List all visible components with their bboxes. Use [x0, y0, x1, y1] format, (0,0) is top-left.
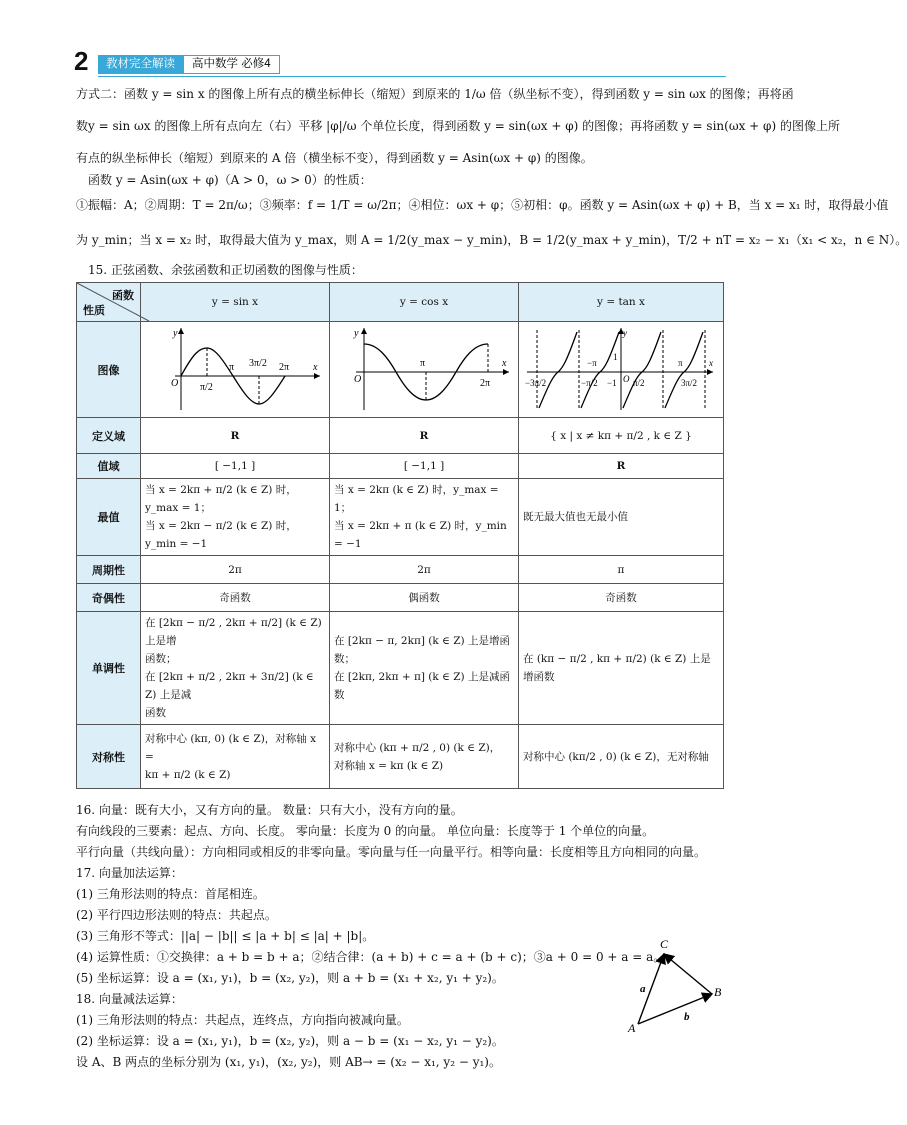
- tan-label-o: O: [623, 374, 630, 384]
- col-tan: y = tan x: [519, 283, 724, 322]
- side-b: b: [684, 1011, 690, 1023]
- graph-sin-cell: [141, 322, 330, 418]
- range-sin: [ −1,1 ]: [141, 454, 330, 479]
- tan-label-neg-pi: −π: [587, 358, 597, 368]
- sin-label-y: y: [173, 328, 178, 339]
- tan-graph: [523, 324, 719, 412]
- mono-sin-line-1: 在 [2kπ − π/2 , 2kπ + π/2] (k ∈ Z) 上是增: [145, 617, 322, 647]
- tan-label-y: y: [623, 328, 627, 338]
- lower-line-4: 17. 向量加法运算：: [76, 866, 183, 880]
- lower-line-9: (5) 坐标运算：设 a = (x₁, y₁)，b = (x₂, y₂)，则 a + b = (x₁ + x₂, y₁ + y₂)。: [76, 971, 504, 985]
- col-sin: y = sin x: [141, 283, 330, 322]
- symmetry-sin-line-1: 对称中心 (kπ, 0) (k ∈ Z)，对称轴 x =: [145, 732, 317, 763]
- row-label-extreme: 最值: [77, 479, 141, 556]
- side-a: a: [640, 983, 646, 995]
- lower-line-7: (3) 三角形不等式：||a| − |b|| ≤ |a + b| ≤ |a| + |b|。: [76, 929, 375, 943]
- cos-label-pi: π: [420, 358, 426, 369]
- graph-cos-cell: [330, 322, 519, 418]
- extreme-tan: 既无最大值也无最小值: [519, 479, 724, 556]
- paragraph-1: 方式二：函数 y = sin x 的图像上所有点的横坐标伸长（缩短）到原来的 1/ω 倍（纵坐标不变），得到函数 y = sin ωx 的图像；再将函: [76, 87, 794, 101]
- domain-tan: { x | x ≠ kπ + π/2 , k ∈ Z }: [519, 418, 724, 454]
- lower-line-6: (2) 平行四边形法则的特点：共起点。: [76, 908, 277, 922]
- cos-label-y: y: [354, 328, 359, 339]
- lower-line-10: 18. 向量减法运算：: [76, 992, 183, 1006]
- paragraph-2: 数y = sin ωx 的图像上所有点向左（右）平移 |φ|/ω 个单位长度，得到函数 y = sin(ωx + φ) 的图像；再将函数 y = sin(ωx + φ) 的图像上所: [76, 119, 840, 133]
- tan-label-x: x: [709, 358, 713, 368]
- symmetry-sin-line-2: kπ + π/2 (k ∈ Z): [145, 768, 231, 781]
- lower-line-11: (1) 三角形法则的特点：共起点，连终点，方向指向被减向量。: [76, 1013, 409, 1027]
- symmetry-tan: 对称中心 (kπ/2 , 0) (k ∈ Z)，无对称轴: [519, 725, 724, 789]
- section-15-title: 15. 正弦函数、余弦函数和正切函数的图像与性质：: [88, 263, 363, 277]
- sin-label-pi: π: [229, 362, 235, 373]
- symmetry-cos-line-2: 对称轴 x = kπ (k ∈ Z): [334, 759, 444, 772]
- tan-label-half-pi: π/2: [633, 378, 645, 388]
- lower-line-8: (4) 运算性质：①交换律：a + b = b + a；②结合律：(a + b) + c = a + (b + c)；③a + 0 = 0 + a = a。: [76, 950, 666, 964]
- period-cos: 2π: [330, 556, 519, 584]
- sin-label-x: x: [313, 362, 318, 373]
- mono-cos: [330, 612, 519, 725]
- sin-label-half-pi: π/2: [200, 382, 213, 393]
- graph-tan-cell: [519, 322, 724, 418]
- domain-sin: R: [141, 418, 330, 454]
- sin-label-2pi: 2π: [279, 362, 290, 373]
- row-label-period: 周期性: [77, 556, 141, 584]
- mono-sin-line-4: 函数: [145, 707, 166, 719]
- cos-label-x: x: [502, 358, 507, 369]
- paragraph-4: 函数 y = Asin(ωx + φ)（A > 0，ω > 0）的性质：: [88, 173, 372, 187]
- cos-graph: [334, 324, 514, 412]
- extreme-sin-min: 当 x = 2kπ − π/2 (k ∈ Z) 时，y_min = −1: [145, 520, 297, 550]
- lower-line-3: 平行向量（共线向量）：方向相同或相反的非零向量。零向量与任一向量平行。相等向量：长度相等且方向相同的向量。: [76, 845, 707, 859]
- symmetry-cos-line-1: 对称中心 (kπ + π/2 , 0) (k ∈ Z)，: [334, 741, 501, 754]
- mono-sin-line-3: 在 [2kπ + π/2 , 2kπ + 3π/2] (k ∈ Z) 上是减: [145, 671, 314, 701]
- parity-sin: 奇函数: [141, 584, 330, 612]
- lower-line-13: 设 A、B 两点的坐标分别为 (x₁, y₁)，(x₂, y₂)，则 AB→ = (x₂ − x₁, y₂ − y₁)。: [76, 1055, 501, 1069]
- range-cos: [ −1,1 ]: [330, 454, 519, 479]
- paragraph-6: 为 y_min；当 x = x₂ 时，取得最大值为 y_max，则 A = 1/2(y_max − y_min)，B = 1/2(y_max + y_min)，T/2 + nT = x₂ − x₁（x₁ < x₂，n ∈ N）。: [76, 233, 907, 247]
- corner-bottom: 性质: [83, 305, 105, 317]
- corner-top: 函数: [112, 290, 134, 302]
- tan-label-neg-3half-pi: −3π/2: [525, 378, 547, 388]
- domain-cos: R: [330, 418, 519, 454]
- header-course: 高中数学 必修4: [183, 55, 280, 74]
- symmetry-sin: [141, 725, 330, 789]
- header-section: 教材完全解读: [98, 55, 183, 74]
- extreme-sin-max: 当 x = 2kπ + π/2 (k ∈ Z) 时，y_max = 1；: [145, 484, 297, 514]
- tan-label-neg-one: −1: [607, 378, 617, 388]
- mono-sin: [141, 612, 330, 725]
- tan-label-one: 1: [613, 352, 618, 362]
- mono-cos-line-2: 在 [2kπ, 2kπ + π] (k ∈ Z) 上是减函数: [334, 671, 510, 701]
- table-corner: [77, 283, 141, 322]
- row-label-parity: 奇偶性: [77, 584, 141, 612]
- extreme-cos-max: 当 x = 2kπ (k ∈ Z) 时，y_max = 1；: [334, 484, 499, 514]
- col-cos: y = cos x: [330, 283, 519, 322]
- trig-properties-table: [76, 282, 724, 789]
- extreme-cos: [330, 479, 519, 556]
- symmetry-cos: [330, 725, 519, 789]
- range-tan: R: [519, 454, 724, 479]
- mono-tan: 在 (kπ − π/2 , kπ + π/2) (k ∈ Z) 上是增函数: [519, 612, 724, 725]
- period-sin: 2π: [141, 556, 330, 584]
- tan-label-pi: π: [678, 358, 683, 368]
- vertex-c: C: [660, 937, 669, 951]
- mono-sin-line-2: 函数；: [145, 653, 177, 665]
- row-label-mono: 单调性: [77, 612, 141, 725]
- tan-label-neg-half-pi: −π/2: [581, 378, 598, 388]
- row-label-symmetry: 对称性: [77, 725, 141, 789]
- running-header: [98, 55, 280, 74]
- cos-label-2pi: 2π: [480, 378, 491, 389]
- lower-line-12: (2) 坐标运算：设 a = (x₁, y₁)，b = (x₂, y₂)，则 a − b = (x₁ − x₂, y₁ − y₂)。: [76, 1034, 504, 1048]
- lower-line-5: (1) 三角形法则的特点：首尾相连。: [76, 887, 265, 901]
- extreme-sin: [141, 479, 330, 556]
- lower-line-2: 有向线段的三要素：起点、方向、长度。 零向量：长度为 0 的向量。 单位向量：长度等于 1 个单位的向量。: [76, 824, 655, 838]
- lower-line-1: 16. 向量：既有大小，又有方向的量。 数量：只有大小，没有方向的量。: [76, 803, 463, 817]
- row-label-image: 图像: [77, 322, 141, 418]
- parity-tan: 奇函数: [519, 584, 724, 612]
- parity-cos: 偶函数: [330, 584, 519, 612]
- sin-label-3half-pi: 3π/2: [249, 358, 267, 369]
- page-number: 2: [74, 46, 89, 76]
- tan-label-3half-pi: 3π/2: [681, 378, 698, 388]
- vertex-a: A: [628, 1021, 636, 1035]
- header-rule: [98, 76, 726, 77]
- paragraph-5: ①振幅：A；②周期：T = 2π/ω；③频率：f = 1/T = ω/2π；④相位：ωx + φ；⑤初相：φ。函数 y = Asin(ωx + φ) + B，当 x = x₁ 时，取得最小值: [76, 198, 889, 212]
- sin-graph: [145, 324, 325, 412]
- vertex-b: B: [714, 985, 722, 999]
- vector-triangle-figure: [620, 936, 730, 1036]
- row-label-range: 值域: [77, 454, 141, 479]
- mono-cos-line-1: 在 [2kπ − π, 2kπ] (k ∈ Z) 上是增函数；: [334, 635, 510, 665]
- period-tan: π: [519, 556, 724, 584]
- cos-label-o: O: [354, 374, 362, 385]
- extreme-cos-min: 当 x = 2kπ + π (k ∈ Z) 时，y_min = −1: [334, 520, 507, 550]
- paragraph-3: 有点的纵坐标伸长（缩短）到原来的 A 倍（横坐标不变），得到函数 y = Asin(ωx + φ) 的图像。: [76, 151, 593, 165]
- sin-label-o: O: [171, 378, 179, 389]
- row-label-domain: 定义域: [77, 418, 141, 454]
